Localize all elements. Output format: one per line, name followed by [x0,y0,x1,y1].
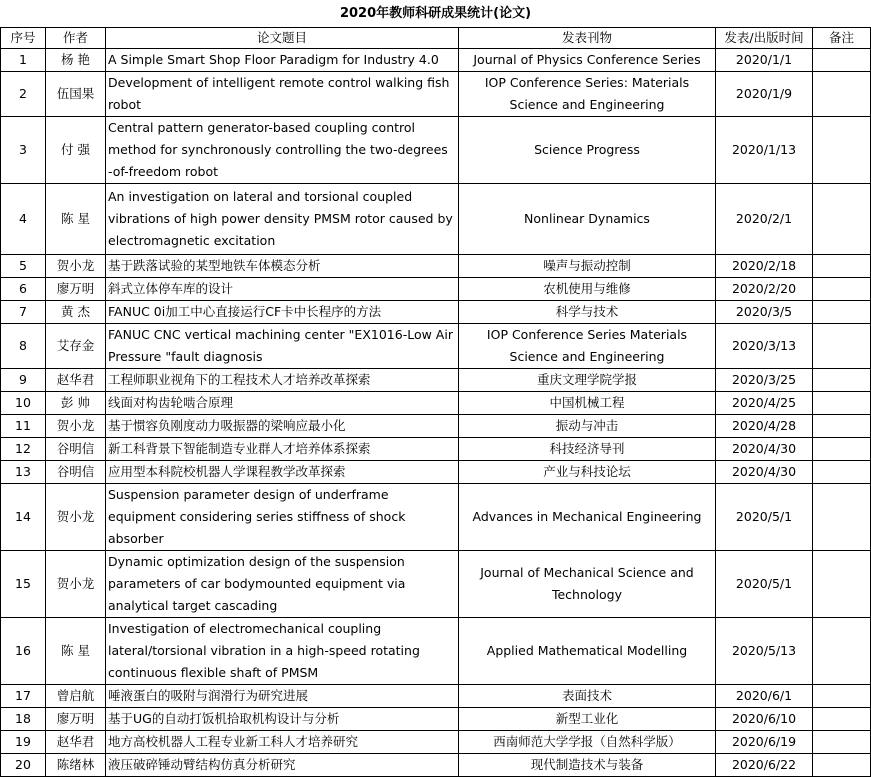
cell-author[interactable]: 艾存金 [46,324,106,369]
cell-author[interactable]: 廖万明 [46,708,106,731]
cell-journal[interactable]: IOP Conference Series: Materials Science and Engineering [459,72,716,117]
cell-remarks[interactable] [813,255,871,278]
table-row [1,49,871,72]
table-row [1,685,871,708]
cell-title[interactable]: 线面对构齿轮啮合原理 [106,392,459,415]
cell-index[interactable]: 7 [1,301,46,324]
table-row [1,484,871,551]
cell-date[interactable]: 2020/2/20 [716,278,813,301]
cell-title[interactable]: 液压破碎锤动臂结构仿真分析研究 [106,754,459,777]
cell-date[interactable]: 2020/2/18 [716,255,813,278]
cell-remarks[interactable] [813,184,871,255]
cell-journal[interactable]: 表面技术 [459,685,716,708]
cell-date[interactable]: 2020/6/10 [716,708,813,731]
cell-author[interactable]: 陈绪林 [46,754,106,777]
cell-title[interactable]: FANUC CNC vertical machining center "EX1016-Low Air Pressure "fault diagnosis [106,324,459,369]
cell-remarks[interactable] [813,72,871,117]
cell-index[interactable]: 1 [1,49,46,72]
header-index[interactable]: 序号 [1,28,46,49]
cell-author[interactable]: 贺小龙 [46,551,106,618]
cell-title[interactable]: A Simple Smart Shop Floor Paradigm for Industry 4.0 [106,49,459,72]
cell-index[interactable]: 15 [1,551,46,618]
header-row [1,28,871,49]
cell-date[interactable]: 2020/5/13 [716,618,813,685]
cell-journal[interactable]: 科技经济导刊 [459,438,716,461]
cell-author[interactable]: 谷明信 [46,461,106,484]
table-row [1,117,871,184]
cell-journal[interactable]: 西南师范大学学报（自然科学版） [459,731,716,754]
cell-author[interactable]: 谷明信 [46,438,106,461]
cell-remarks[interactable] [813,438,871,461]
cell-remarks[interactable] [813,49,871,72]
cell-journal[interactable]: 中国机械工程 [459,392,716,415]
cell-remarks[interactable] [813,484,871,551]
cell-remarks[interactable] [813,278,871,301]
cell-author[interactable]: 贺小龙 [46,484,106,551]
cell-title[interactable]: 地方高校机器人工程专业新工科人才培养研究 [106,731,459,754]
cell-author[interactable]: 付 强 [46,117,106,184]
table-row [1,301,871,324]
table-row [1,438,871,461]
cell-date[interactable]: 2020/4/30 [716,461,813,484]
cell-index[interactable]: 18 [1,708,46,731]
cell-title[interactable]: 基于UG的自动打饭机拾取机构设计与分析 [106,708,459,731]
table-row [1,369,871,392]
header-journal[interactable]: 发表刊物 [459,28,716,49]
table-row [1,551,871,618]
cell-index[interactable]: 6 [1,278,46,301]
sheet-title: 2020年教师科研成果统计(论文) [339,6,532,21]
cell-journal[interactable]: Advances in Mechanical Engineering [459,484,716,551]
cell-journal[interactable]: 新型工业化 [459,708,716,731]
cell-title[interactable]: 新工科背景下智能制造专业群人才培养体系探索 [106,438,459,461]
cell-title[interactable]: 斜式立体停车库的设计 [106,278,459,301]
cell-title[interactable]: 应用型本科院校机器人学课程教学改革探索 [106,461,459,484]
cell-date[interactable]: 2020/4/25 [716,392,813,415]
cell-index[interactable]: 5 [1,255,46,278]
cell-index[interactable]: 16 [1,618,46,685]
results-table [0,27,871,777]
table-row [1,618,871,685]
cell-date[interactable]: 2020/1/9 [716,72,813,117]
cell-journal[interactable]: 农机使用与维修 [459,278,716,301]
cell-remarks[interactable] [813,392,871,415]
cell-date[interactable]: 2020/5/1 [716,484,813,551]
cell-date[interactable]: 2020/2/1 [716,184,813,255]
cell-date[interactable]: 2020/6/1 [716,685,813,708]
cell-author[interactable]: 彭 帅 [46,392,106,415]
cell-remarks[interactable] [813,324,871,369]
cell-index[interactable]: 2 [1,72,46,117]
cell-date[interactable]: 2020/4/30 [716,438,813,461]
cell-author[interactable]: 曾启航 [46,685,106,708]
cell-journal[interactable]: Journal of Physics Conference Series [459,49,716,72]
cell-author[interactable]: 赵华君 [46,731,106,754]
cell-title[interactable]: Suspension parameter design of underframe equipment considering series stiffness of shock absorber [106,484,459,551]
cell-remarks[interactable] [813,551,871,618]
cell-author[interactable]: 黄 杰 [46,301,106,324]
cell-index[interactable]: 14 [1,484,46,551]
table-row [1,184,871,255]
cell-journal[interactable]: Nonlinear Dynamics [459,184,716,255]
cell-journal[interactable]: Journal of Mechanical Science and Technology [459,551,716,618]
cell-index[interactable]: 9 [1,369,46,392]
cell-journal[interactable]: Science Progress [459,117,716,184]
cell-title[interactable]: 工程师职业视角下的工程技术人才培养改革探索 [106,369,459,392]
header-paper-title[interactable]: 论文题目 [106,28,459,49]
cell-date[interactable]: 2020/3/25 [716,369,813,392]
table-row [1,461,871,484]
cell-title[interactable]: FANUC 0i加工中心直接运行CF卡中长程序的方法 [106,301,459,324]
cell-date[interactable]: 2020/5/1 [716,551,813,618]
cell-title[interactable]: 唾液蛋白的吸附与润滑行为研究进展 [106,685,459,708]
cell-index[interactable]: 17 [1,685,46,708]
cell-title[interactable]: 基于跌落试验的某型地铁车体模态分析 [106,255,459,278]
cell-index[interactable]: 11 [1,415,46,438]
cell-remarks[interactable] [813,685,871,708]
cell-date[interactable]: 2020/1/1 [716,49,813,72]
cell-author[interactable]: 杨 艳 [46,49,106,72]
cell-journal[interactable]: Applied Mathematical Modelling [459,618,716,685]
table-row [1,324,871,369]
cell-index[interactable]: 19 [1,731,46,754]
cell-index[interactable]: 10 [1,392,46,415]
cell-journal[interactable]: 振动与冲击 [459,415,716,438]
cell-author[interactable]: 贺小龙 [46,415,106,438]
table-row [1,754,871,777]
cell-title[interactable]: Investigation of electromechanical coupling lateral/torsional vibration in a high-speed rotating continuous flexible shaft of PMSM [106,618,459,685]
cell-author[interactable]: 陈 星 [46,618,106,685]
table-row [1,415,871,438]
cell-journal[interactable]: 现代制造技术与装备 [459,754,716,777]
cell-remarks[interactable] [813,461,871,484]
cell-date[interactable]: 2020/6/22 [716,754,813,777]
cell-date[interactable]: 2020/3/13 [716,324,813,369]
table-row [1,708,871,731]
cell-title[interactable]: Central pattern generator-based coupling control method for synchronously controlling the two-degrees -of-freedom robot [106,117,459,184]
header-remarks[interactable]: 备注 [813,28,871,49]
cell-date[interactable]: 2020/1/13 [716,117,813,184]
cell-index[interactable]: 13 [1,461,46,484]
cell-title[interactable]: 基于惯容负刚度动力吸振器的梁响应最小化 [106,415,459,438]
cell-author[interactable]: 伍国果 [46,72,106,117]
cell-remarks[interactable] [813,301,871,324]
cell-title[interactable]: Dynamic optimization design of the suspension parameters of car bodymounted equipment via analytical target cascading [106,551,459,618]
cell-index[interactable]: 4 [1,184,46,255]
table-row [1,72,871,117]
cell-remarks[interactable] [813,415,871,438]
cell-remarks[interactable] [813,754,871,777]
cell-remarks[interactable] [813,731,871,754]
cell-remarks[interactable] [813,618,871,685]
table-row [1,278,871,301]
cell-remarks[interactable] [813,708,871,731]
cell-title[interactable]: Development of intelligent remote control walking fish robot [106,72,459,117]
table-row [1,731,871,754]
header-author[interactable]: 作者 [46,28,106,49]
cell-remarks[interactable] [813,369,871,392]
header-date[interactable]: 发表/出版时间 [716,28,813,49]
table-row [1,255,871,278]
cell-journal[interactable]: 科学与技术 [459,301,716,324]
cell-date[interactable]: 2020/6/19 [716,731,813,754]
cell-author[interactable]: 陈 星 [46,184,106,255]
cell-index[interactable]: 20 [1,754,46,777]
cell-journal[interactable]: 噪声与振动控制 [459,255,716,278]
cell-author[interactable]: 廖万明 [46,278,106,301]
cell-date[interactable]: 2020/4/28 [716,415,813,438]
cell-index[interactable]: 3 [1,117,46,184]
cell-journal[interactable]: IOP Conference Series Materials Science and Engineering [459,324,716,369]
table-row [1,392,871,415]
cell-index[interactable]: 12 [1,438,46,461]
cell-journal[interactable]: 产业与科技论坛 [459,461,716,484]
cell-author[interactable]: 赵华君 [46,369,106,392]
cell-remarks[interactable] [813,117,871,184]
cell-index[interactable]: 8 [1,324,46,369]
cell-journal[interactable]: 重庆文理学院学报 [459,369,716,392]
cell-author[interactable]: 贺小龙 [46,255,106,278]
cell-date[interactable]: 2020/3/5 [716,301,813,324]
cell-title[interactable]: An investigation on lateral and torsional coupled vibrations of high power density PMSM rotor caused by electromagnetic excitation [106,184,459,255]
